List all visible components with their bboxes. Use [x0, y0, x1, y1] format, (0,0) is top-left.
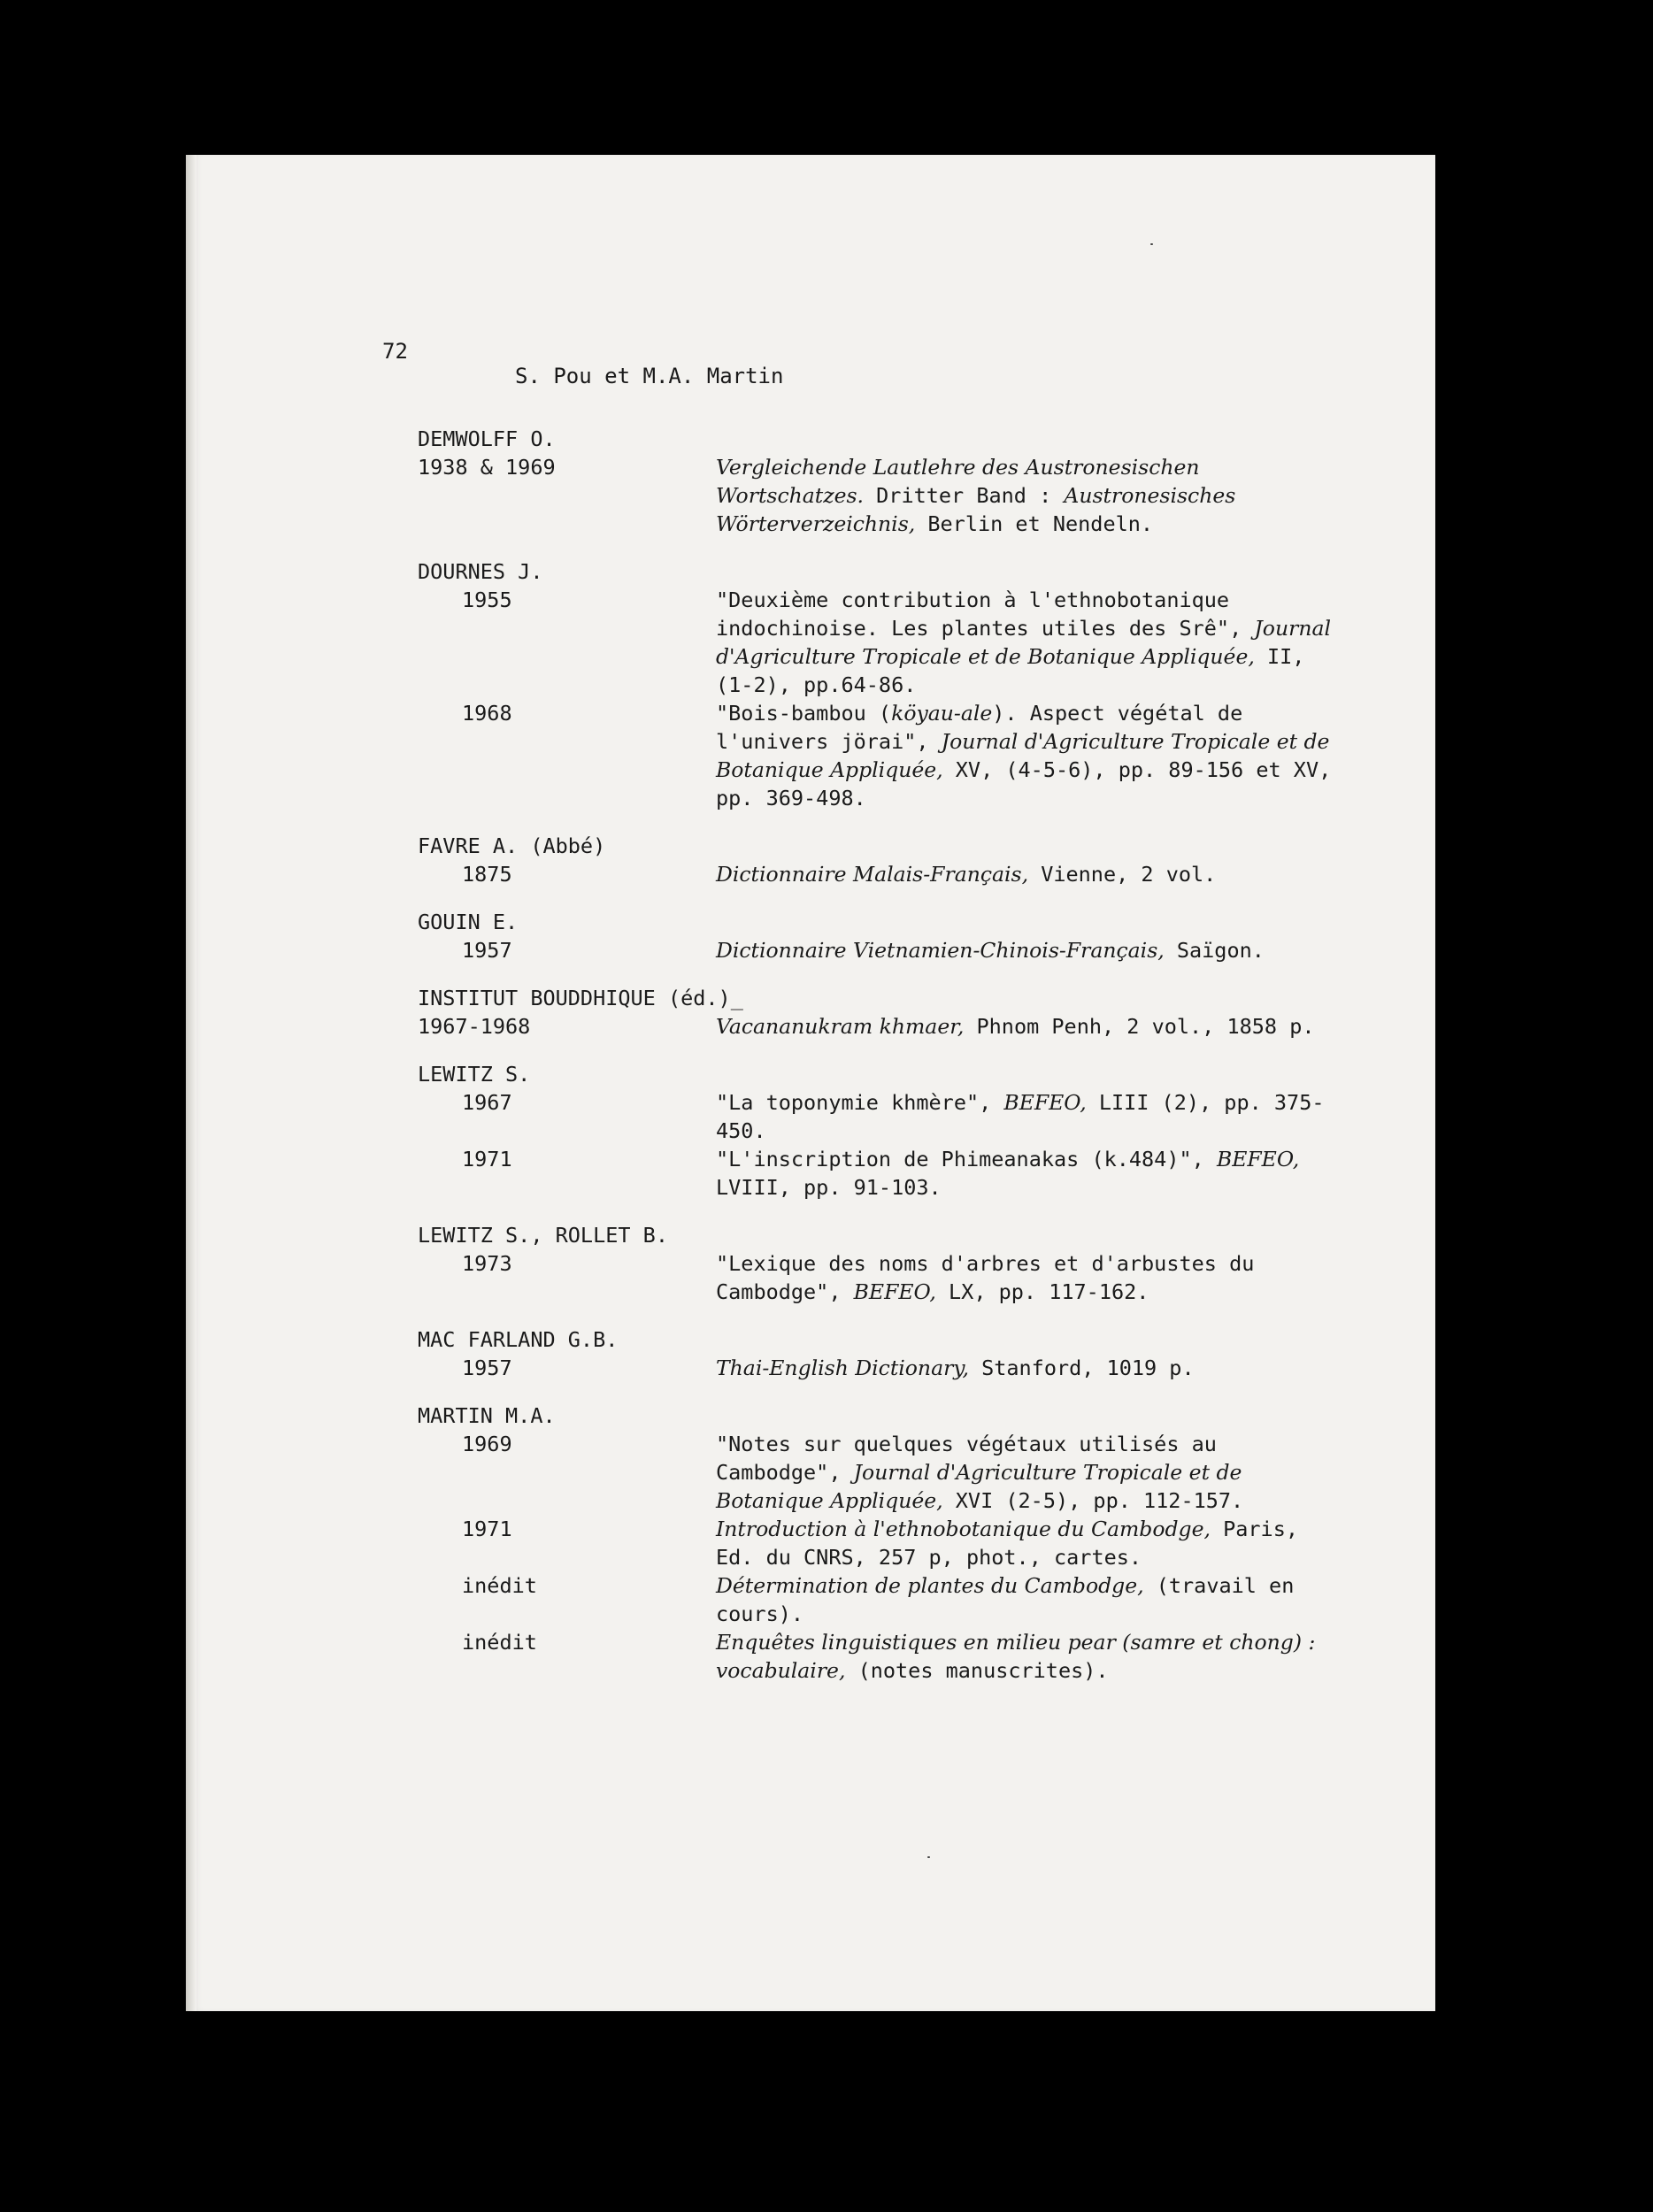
work-citation [716, 1571, 1338, 1628]
work-year: 1968 [462, 701, 512, 726]
citation-text: "Deuxième contribution à l'ethnobotanique indochinoise. Les plantes utiles des Srê", [716, 588, 1255, 641]
entry-author: MAC FARLAND G.B. [418, 1327, 619, 1352]
citation-text: ). Aspect végétal de l'univers jörai", [716, 701, 1243, 754]
entry-work [418, 586, 1338, 699]
entry-author: INSTITUT BOUDDHIQUE (éd.)_ [418, 986, 743, 1010]
work-year: 1875 [462, 862, 512, 887]
citation-text: II, (1-2), pp.64-86. [716, 644, 1305, 697]
citation-text: Paris, Ed. du CNRS, 257 p, phot., cartes. [716, 1517, 1298, 1570]
work-year: 1957 [462, 1356, 512, 1380]
entry-work [418, 1012, 1338, 1041]
citation-title: Journal d'Agriculture Tropicale et de Botanique Appliquée, [716, 729, 1330, 782]
entry-author: DEMWOLFF O. [418, 426, 556, 451]
running-head-authors: S. Pou et M.A. Martin [515, 364, 784, 388]
work-year: 1973 [462, 1251, 512, 1276]
entry-author: LEWITZ S., ROLLET B. [418, 1223, 668, 1248]
citation-text: LX, pp. 117-162. [935, 1279, 1149, 1304]
entry-work [418, 699, 1338, 812]
work-citation [716, 860, 1338, 888]
work-citation [716, 586, 1338, 699]
citation-text: "L'inscription de Phimeanakas (k.484)", [716, 1147, 1217, 1171]
bibliography-entry [418, 557, 1338, 812]
citation-text: (notes manuscrites). [845, 1658, 1109, 1683]
citation-text: (travail en cours). [716, 1573, 1295, 1626]
work-year: 1967 [462, 1090, 512, 1115]
entry-author: DOURNES J. [418, 559, 543, 584]
citation-title: Introduction à l'ethnobotanique du Cambodge, [716, 1517, 1211, 1541]
citation-text: XVI (2-5), pp. 112-157. [942, 1488, 1244, 1513]
citation-title: Journal d'Agriculture Tropicale et de Botanique Appliquée, [716, 616, 1331, 669]
bibliography-entry [418, 908, 1338, 964]
citation-text: LIII (2), pp. 375-450. [716, 1090, 1325, 1143]
page-number: 72 [382, 339, 408, 364]
citation-text: Berlin et Nendeln. [915, 511, 1154, 536]
entry-work [418, 453, 1338, 538]
citation-text: Dritter Band : [864, 483, 1065, 508]
citation-title: BEFEO, [853, 1279, 936, 1304]
citation-title: BEFEO, [1003, 1090, 1087, 1115]
citation-title: Vergleichende Lautlehre des Austronesischen Wortschatzes. [716, 455, 1200, 508]
work-year: 1967-1968 [418, 1014, 531, 1039]
paper-speck [927, 1856, 930, 1858]
entry-work [418, 1088, 1338, 1145]
citation-title: köyau-ale [891, 701, 993, 726]
citation-text: "La toponymie khmère", [716, 1090, 1004, 1115]
citation-title: Austronesisches Wörterverzeichnis, [716, 483, 1236, 536]
citation-title: Vacananukram khmaer, [716, 1014, 965, 1039]
bibliography-list [418, 425, 1338, 1704]
entry-work [418, 860, 1338, 888]
citation-text: "Lexique des noms d'arbres et d'arbustes du Cambodge", [716, 1251, 1255, 1304]
work-citation [716, 1628, 1338, 1685]
work-citation [716, 1249, 1338, 1306]
work-citation [716, 1145, 1338, 1202]
citation-text: LVIII, pp. 91-103. [716, 1175, 942, 1200]
page-spine-shadow [186, 155, 196, 2011]
entry-author: MARTIN M.A. [418, 1403, 556, 1428]
bibliography-entry [418, 832, 1338, 888]
entry-work [418, 1249, 1338, 1306]
work-citation [716, 1012, 1338, 1041]
work-year: 1969 [462, 1432, 512, 1456]
citation-text: XV, (4-5-6), pp. 89-156 et XV, pp. 369-498. [716, 757, 1332, 810]
work-citation [716, 1515, 1338, 1571]
citation-title: Journal d'Agriculture Tropicale et de Botanique Appliquée, [716, 1460, 1242, 1513]
work-citation [716, 699, 1338, 812]
citation-text: Phnom Penh, 2 vol., 1858 p. [964, 1014, 1315, 1039]
bibliography-entry [418, 1221, 1338, 1306]
bibliography-entry [418, 1060, 1338, 1202]
bibliography-entry [418, 1402, 1338, 1685]
entry-work [418, 1430, 1338, 1515]
citation-title: Enquêtes linguistiques en milieu pear (samre et chong) : vocabulaire, [716, 1630, 1316, 1683]
citation-text: Stanford, 1019 p. [968, 1356, 1195, 1380]
citation-title: Dictionnaire Malais-Français, [716, 862, 1029, 887]
entry-work [418, 1571, 1338, 1628]
work-year: inédit [462, 1573, 537, 1598]
work-year: inédit [462, 1630, 537, 1655]
citation-title: Dictionnaire Vietnamien-Chinois-Français, [716, 938, 1165, 963]
work-citation [716, 1088, 1338, 1145]
citation-text: Vienne, 2 vol. [1028, 862, 1217, 887]
citation-title: Thai-English Dictionary, [716, 1356, 969, 1380]
book-page [186, 155, 1435, 2011]
running-header [382, 314, 784, 413]
work-year: 1938 & 1969 [418, 455, 556, 480]
work-citation [716, 453, 1338, 538]
entry-author: GOUIN E. [418, 910, 519, 934]
entry-author: FAVRE A. (Abbé) [418, 833, 606, 858]
citation-text: "Bois-bambou ( [716, 701, 892, 726]
bibliography-entry [418, 425, 1338, 538]
entry-work [418, 936, 1338, 964]
work-citation [716, 1430, 1338, 1515]
work-year: 1957 [462, 938, 512, 963]
bibliography-entry [418, 1325, 1338, 1382]
citation-title: BEFEO, [1216, 1147, 1300, 1171]
entry-work [418, 1628, 1338, 1685]
entry-work [418, 1515, 1338, 1571]
entry-author: LEWITZ S. [418, 1062, 531, 1087]
work-citation [716, 936, 1338, 964]
paper-speck [1150, 243, 1153, 245]
work-year: 1971 [462, 1147, 512, 1171]
citation-text: Saïgon. [1164, 938, 1265, 963]
citation-text: "Notes sur quelques végétaux utilisés au Cambodge", [716, 1432, 1217, 1485]
entry-work [418, 1145, 1338, 1202]
work-year: 1955 [462, 588, 512, 612]
work-citation [716, 1354, 1338, 1382]
citation-title: Détermination de plantes du Cambodge, [716, 1573, 1144, 1598]
bibliography-entry [418, 984, 1338, 1041]
work-year: 1971 [462, 1517, 512, 1541]
entry-work [418, 1354, 1338, 1382]
